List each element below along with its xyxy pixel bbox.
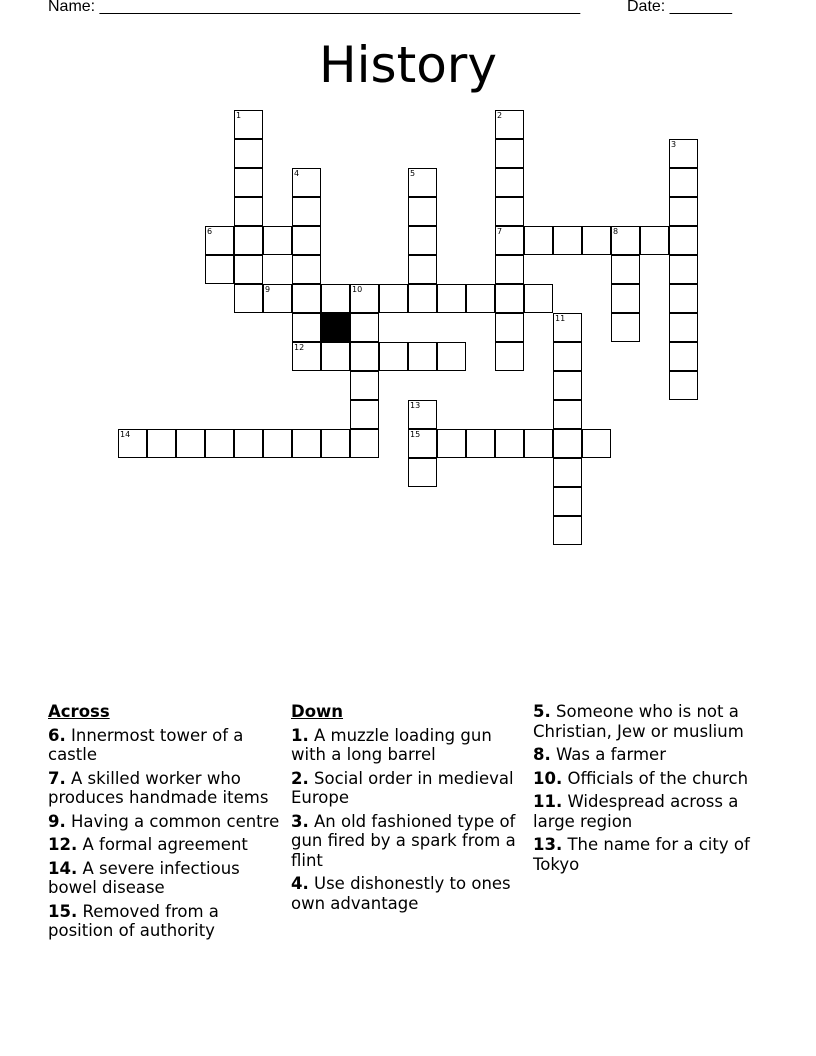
clue — [48, 812, 288, 832]
clue-number: 13. — [533, 835, 563, 854]
clue — [533, 769, 763, 789]
grid-cell[interactable] — [669, 284, 698, 313]
clue-number: 10. — [533, 768, 563, 788]
grid-cell[interactable] — [495, 313, 524, 342]
grid-cell[interactable] — [147, 429, 176, 458]
clue-number: 6 — [207, 227, 213, 236]
grid-cell[interactable] — [524, 226, 553, 255]
down-clues-continued — [533, 702, 763, 878]
clue — [291, 726, 521, 765]
grid-cell[interactable] — [495, 342, 524, 371]
grid-cell[interactable] — [553, 342, 582, 371]
clue-number: 3. — [291, 811, 309, 831]
grid-cell[interactable] — [292, 429, 321, 458]
grid-cell[interactable] — [669, 371, 698, 400]
clue-text: Having a common centre — [65, 811, 280, 831]
grid-cell[interactable] — [263, 284, 292, 313]
clue-number: 2. — [291, 768, 309, 788]
clue — [533, 702, 763, 741]
clue-number: 9 — [265, 285, 271, 294]
grid-cell[interactable] — [553, 516, 582, 545]
grid-cell[interactable] — [495, 110, 524, 139]
grid-cell[interactable] — [582, 226, 611, 255]
across-clues — [48, 702, 288, 945]
clue-number: 4 — [294, 169, 300, 178]
clue-number: 5. — [533, 702, 551, 721]
clue — [48, 726, 288, 765]
grid-cell[interactable] — [495, 255, 524, 284]
grid-cell[interactable] — [234, 110, 263, 139]
grid-cell[interactable] — [437, 284, 466, 313]
grid-cell[interactable] — [408, 255, 437, 284]
clue-text: Innermost tower of a castle — [48, 725, 244, 764]
clue-text: Removed from a position of authority — [48, 901, 219, 940]
grid-cell[interactable] — [611, 226, 640, 255]
clue-text: Officials of the church — [562, 768, 749, 788]
clue — [533, 835, 763, 874]
across-heading: Across — [48, 702, 110, 721]
grid-cell[interactable] — [669, 342, 698, 371]
clue-text: A skilled worker who produces handmade items — [48, 768, 269, 807]
grid-cell[interactable] — [466, 429, 495, 458]
grid-cell[interactable] — [408, 284, 437, 313]
grid-cell[interactable] — [292, 342, 321, 371]
clue-number: 8 — [613, 227, 619, 236]
grid-cell[interactable] — [553, 400, 582, 429]
grid-cell[interactable] — [408, 197, 437, 226]
grid-cell[interactable] — [669, 168, 698, 197]
grid-cell[interactable] — [466, 284, 495, 313]
clue-text: A formal agreement — [77, 835, 248, 854]
clue-number: 14 — [120, 430, 131, 439]
grid-cell[interactable] — [350, 429, 379, 458]
clue-number: 5 — [410, 169, 416, 178]
clue-number: 13 — [410, 401, 421, 410]
clue-number: 4. — [291, 874, 309, 893]
clue-number: 9. — [48, 811, 66, 831]
clue-number: 1. — [291, 725, 309, 745]
page-title: History — [319, 36, 497, 94]
grid-cell[interactable] — [553, 458, 582, 487]
clue-number: 3 — [671, 140, 677, 149]
grid-cell[interactable] — [495, 226, 524, 255]
grid-cell[interactable] — [437, 429, 466, 458]
clue-text: Someone who is not a Christian, Jew or muslium — [533, 702, 744, 741]
clue-text: A muzzle loading gun with a long barrel — [291, 725, 492, 764]
grid-cell[interactable] — [234, 168, 263, 197]
grid-cell[interactable] — [234, 226, 263, 255]
clue-number: 7 — [497, 227, 503, 236]
grid-cell[interactable] — [669, 313, 698, 342]
clue — [48, 859, 288, 898]
black-cell — [321, 313, 350, 342]
clue-text: A severe infectious bowel disease — [48, 858, 240, 897]
grid-cell[interactable] — [553, 429, 582, 458]
grid-cell[interactable] — [263, 429, 292, 458]
grid-cell[interactable] — [408, 168, 437, 197]
clue-text: Social order in medieval Europe — [291, 768, 514, 807]
grid-cell[interactable] — [553, 371, 582, 400]
grid-cell[interactable] — [524, 429, 553, 458]
grid-cell[interactable] — [669, 197, 698, 226]
grid-cell[interactable] — [582, 429, 611, 458]
grid-cell[interactable] — [669, 139, 698, 168]
grid-cell[interactable] — [495, 197, 524, 226]
grid-cell[interactable] — [234, 284, 263, 313]
grid-cell[interactable] — [292, 255, 321, 284]
grid-cell[interactable] — [263, 226, 292, 255]
grid-cell[interactable] — [495, 284, 524, 313]
grid-cell[interactable] — [408, 429, 437, 458]
grid-cell[interactable] — [408, 226, 437, 255]
clue — [291, 874, 521, 913]
grid-cell[interactable] — [205, 429, 234, 458]
grid-cell[interactable] — [408, 458, 437, 487]
clue-number: 10 — [352, 285, 363, 294]
grid-cell[interactable] — [350, 400, 379, 429]
grid-cell[interactable] — [495, 429, 524, 458]
clue-number: 14. — [48, 858, 78, 878]
clue-number: 1 — [236, 111, 242, 120]
grid-cell[interactable] — [408, 342, 437, 371]
grid-cell[interactable] — [321, 284, 350, 313]
clue — [48, 835, 288, 855]
grid-cell[interactable] — [176, 429, 205, 458]
clue-text: An old fashioned type of gun fired by a spark from a flint — [291, 811, 516, 870]
clue-number: 12. — [48, 835, 78, 854]
grid-cell[interactable] — [321, 342, 350, 371]
clue-number: 15. — [48, 901, 78, 921]
clue — [291, 769, 521, 808]
clue-number: 6. — [48, 725, 66, 745]
clue — [48, 902, 288, 941]
clue — [291, 812, 521, 871]
clue-text: Widespread across a large region — [533, 792, 739, 831]
grid-cell[interactable] — [611, 255, 640, 284]
clue — [533, 792, 763, 831]
grid-cell[interactable] — [292, 197, 321, 226]
down-heading: Down — [291, 702, 344, 721]
grid-cell[interactable] — [118, 429, 147, 458]
clue-number: 8. — [533, 745, 551, 764]
down-clues — [291, 702, 521, 917]
grid-cell[interactable] — [321, 429, 350, 458]
clue-text: Was a farmer — [550, 745, 666, 764]
grid-cell[interactable] — [292, 168, 321, 197]
grid-cell[interactable] — [611, 313, 640, 342]
grid-cell[interactable] — [292, 284, 321, 313]
grid-cell[interactable] — [350, 371, 379, 400]
grid-cell[interactable] — [205, 255, 234, 284]
grid-cell[interactable] — [234, 197, 263, 226]
clue-number: 11 — [555, 314, 566, 323]
grid-cell[interactable] — [640, 226, 669, 255]
clue — [533, 745, 763, 765]
grid-cell[interactable] — [553, 313, 582, 342]
clue-number: 2 — [497, 111, 503, 120]
grid-cell[interactable] — [234, 429, 263, 458]
grid-cell[interactable] — [350, 284, 379, 313]
grid-cell[interactable] — [379, 342, 408, 371]
grid-cell[interactable] — [350, 313, 379, 342]
date-label: Date: _______ — [627, 0, 732, 15]
clue-number: 11. — [533, 792, 563, 811]
clue-text: The name for a city of Tokyo — [533, 835, 750, 874]
grid-cell[interactable] — [234, 139, 263, 168]
grid-cell[interactable] — [553, 487, 582, 516]
grid-cell[interactable] — [437, 342, 466, 371]
clue-number: 7. — [48, 768, 66, 788]
grid-cell[interactable] — [669, 255, 698, 284]
clue — [48, 769, 288, 808]
grid-cell[interactable] — [408, 400, 437, 429]
clue-text: Use dishonestly to ones own advantage — [291, 874, 511, 913]
grid-cell[interactable] — [495, 139, 524, 168]
grid-cell[interactable] — [524, 284, 553, 313]
grid-cell[interactable] — [611, 284, 640, 313]
grid-cell[interactable] — [205, 226, 234, 255]
grid-cell[interactable] — [669, 226, 698, 255]
name-label: Name: ______________________________________________________ — [48, 0, 581, 15]
grid-cell[interactable] — [350, 342, 379, 371]
grid-cell[interactable] — [379, 284, 408, 313]
clue-number: 12 — [294, 343, 305, 352]
grid-cell[interactable] — [292, 313, 321, 342]
clue-number: 15 — [410, 430, 421, 439]
grid-cell[interactable] — [553, 226, 582, 255]
grid-cell[interactable] — [292, 226, 321, 255]
grid-cell[interactable] — [495, 168, 524, 197]
grid-cell[interactable] — [234, 255, 263, 284]
